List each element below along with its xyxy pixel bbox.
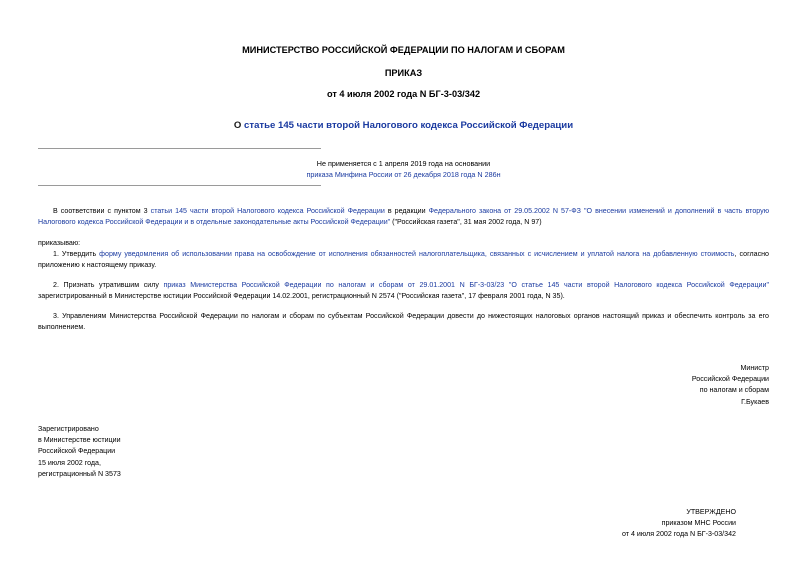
registration-line-3: Российской Федерации bbox=[38, 447, 116, 456]
notice-top-divider bbox=[38, 148, 321, 149]
notification-form-link[interactable]: форму уведомления об использовании права на освобождение от исполнения обязанностей налогоплательщика, связанных с исчислением и уплатой налога на добавленную стоимость bbox=[99, 250, 735, 258]
registration-block bbox=[38, 424, 121, 480]
registration-line-5: регистрационный N 3573 bbox=[38, 469, 121, 478]
title-link[interactable]: статье 145 части второй Налогового кодекса Российской Федерации bbox=[244, 120, 574, 131]
preamble-paragraph bbox=[38, 206, 769, 228]
registration-line-2: в Министерстве юстиции bbox=[38, 436, 121, 445]
title-prefix: О bbox=[233, 120, 245, 131]
order-item-1 bbox=[38, 249, 769, 271]
signature-block bbox=[569, 363, 769, 408]
article-145-link[interactable]: статьи 145 части второй Налогового кодекса Российской Федерации bbox=[150, 207, 385, 215]
document-title bbox=[0, 120, 807, 131]
order-item-3: 3. Управлениям Министерства Российской Федерации по налогам и сборам по субъектам Российской Федерации довести до нижестоящих налоговых органов настоящий приказ и обеспечить контроль за его выполнением. bbox=[38, 312, 769, 332]
document-date-number: от 4 июля 2002 года N БГ-3-03/342 bbox=[326, 89, 481, 99]
registration-line-1: Зарегистрировано bbox=[38, 425, 99, 433]
notice-link[interactable]: приказа Минфина России от 26 декабря 2018 года N 286н bbox=[306, 170, 501, 179]
signature-line-2: Российской Федерации bbox=[691, 375, 769, 384]
item-1-text-2: , согласно приложению к настоящему приказу. bbox=[38, 250, 769, 270]
orders-label: приказываю: bbox=[38, 239, 81, 247]
notice-bottom-divider bbox=[38, 185, 321, 186]
signature-line-3: по налогам и сборам bbox=[699, 386, 769, 395]
federal-law-link[interactable]: Федерального закона от 29.05.2002 N 57-ФЗ "О внесении изменений и дополнений в часть вторую Налогового кодекса Российской Федерации и в отдельные законодательные акты Российской Федерации" bbox=[38, 207, 770, 227]
approved-line-3: от 4 июля 2002 года N БГ-3-03/342 bbox=[622, 530, 736, 539]
signature-line-1: Министр bbox=[740, 364, 769, 372]
repealed-order-link[interactable]: приказ Министерства Российской Федерации по налогам и сборам от 29.01.2001 N БГ-3-03/23 "О статье 145 части второй Налогового кодекса Российской Федерации" bbox=[163, 281, 770, 289]
registration-line-4: 15 июля 2002 года, bbox=[38, 458, 101, 467]
ministry-heading: МИНИСТЕРСТВО РОССИЙСКОЙ ФЕДЕРАЦИИ ПО НАЛОГАМ И СБОРАМ bbox=[242, 45, 565, 55]
item-2-text-1: 2. Признать утратившим силу bbox=[53, 281, 164, 289]
preamble-text-3: ("Российская газета", 31 мая 2002 года, N 97) bbox=[390, 218, 542, 227]
notice-line-1: Не применяется с 1 апреля 2019 года на основании bbox=[316, 159, 491, 168]
approved-line-1: УТВЕРЖДЕНО bbox=[686, 508, 736, 516]
document-type-heading: ПРИКАЗ bbox=[384, 68, 423, 78]
preamble-text-1: В соответствии с пунктом 3 bbox=[53, 207, 151, 215]
item-1-text-1: 1. Утвердить bbox=[53, 250, 100, 258]
item-2-text-2: зарегистрированный в Министерстве юстиции Российской Федерации 14.02.2001, регистрационный N 2574 ("Российская газета", 17 февраля 2001 года, N 35). bbox=[38, 292, 565, 301]
preamble-text-2: в редакции bbox=[384, 207, 429, 215]
approved-block bbox=[536, 507, 736, 541]
approved-line-2: приказом МНС России bbox=[661, 519, 736, 528]
order-item-2 bbox=[38, 280, 769, 302]
signature-line-4: Г.Букаев bbox=[741, 397, 769, 406]
